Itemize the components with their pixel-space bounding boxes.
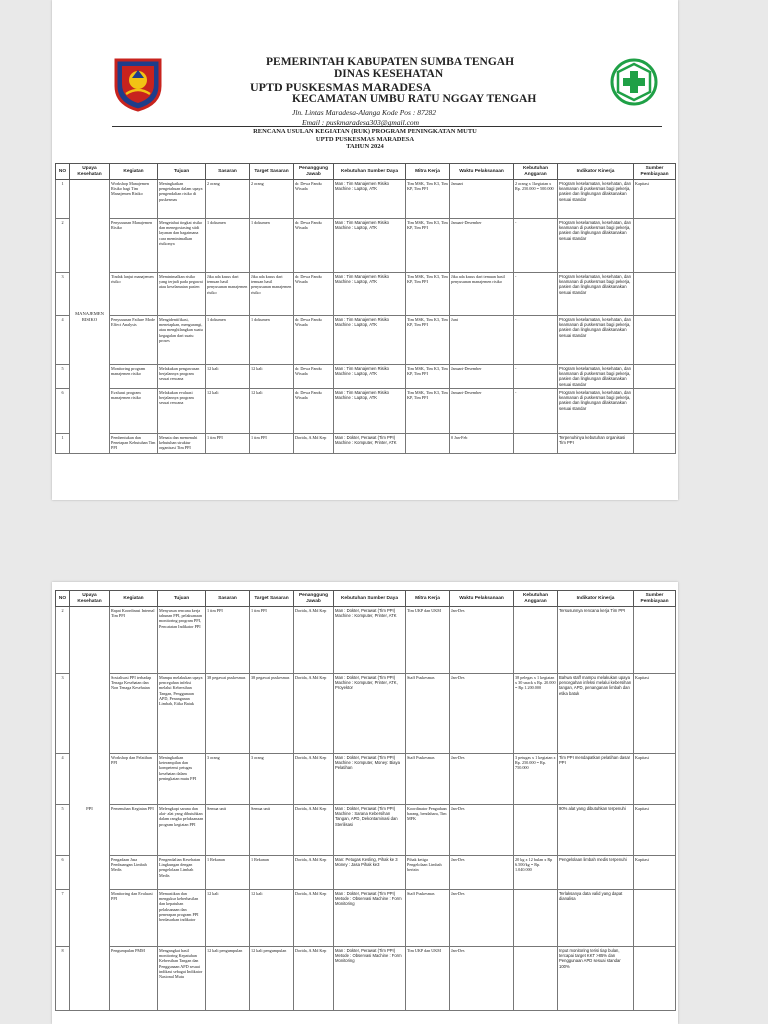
title-line-3: TAHUN 2024 [346,143,384,150]
cell-anggaran: 38 pelegas x 1 kegiatan x 30 snack x Rp. 20.000 = Rp 1.200.000 [514,674,558,754]
cell-sasaran: 12 kali [206,389,250,434]
cell-pj: Dorida, A.Md Kep [294,856,334,890]
cell-target: 1 dokumen [250,316,294,365]
cell-kegiatan: Monitoring dan Evaluasi PPI [110,890,158,947]
cell-anggaran: 20 kg x 12 bulan x Rp 6.500/kg = Rp. 1.040.000 [514,856,558,890]
cell-kegiatan: Pemenuhan Kegiatan PPI [110,805,158,856]
cell-tujuan: Menyusun rencana kerja tahunan PPI, pelaksanaan monitoring program PPI, Pencatatan Indikator PPI [158,607,206,674]
cell-sasaran: 1 dokumen [206,219,250,273]
cell-anggaran [514,890,558,947]
cell-sasaran: Semua unit [206,805,250,856]
cell-no: 4 [56,316,70,365]
cell-anggaran [514,434,558,454]
column-header: Kebutuhan Anggaran [514,164,558,180]
cell-sasaran: 38 pegawai puskesmas [206,674,250,754]
cell-indikator: 90% alat yang dibutuhkan terpenuhi [558,805,634,856]
column-header: Waktu Pelaksanaan [450,164,514,180]
cell-indikator: Input monitoring terisi tiap bulan, tercapai target KKT >85% dan Penggunaan APD sesuai standar 100% [558,947,634,1011]
cell-waktu: Jan-Des [450,947,514,1011]
cell-kegiatan: Pembentukan dan Penetapan Kebutuhan Tim PPI [110,434,158,454]
cell-pj: Dorida, A.Md Kep [294,890,334,947]
cell-target: 12 kali [250,890,294,947]
cell-waktu: Jan-Des [450,674,514,754]
cell-sasaran: 1 dokumen [206,316,250,365]
cell-kegiatan: Pengadaan Jasa Pembuangan Limbah Medis [110,856,158,890]
cell-sasaran: 12 kali pengumpulan [206,947,250,1011]
cell-tujuan: Meningkatkan pengetahuan dalam upaya pengendalian risiko di puskesmas [158,180,206,219]
cell-sumber [634,607,676,674]
cell-kegiatan: Sosialisasi PPI terhadap Tenaga Kesehatan dan Non Tenaga Kesehatan [110,674,158,754]
cell-mitra: Tim MSK, Tim K3, Tim KP, Tim PPI [406,180,450,219]
cell-tujuan: Melengkapi sarana dan alat- alat yang dibutuhkan dalam rangka pelaksanaan program kegiatan PPI [158,805,206,856]
cell-sasaran: 1 tim PPI [206,434,250,454]
cell-pj: dr. Dewa Pandu Wisuda [294,316,334,365]
cell-mitra: Tim MSK, Tim K3, Tim KP, Tim PPI [406,273,450,316]
cell-pj: Dorida, A.Md Kep [294,434,334,454]
table-row [56,316,676,365]
cell-ksd: Man : Dokter, Perawat (Tim PPI) Machine : Komputer, Printer, ATK [334,434,406,454]
cell-indikator: Program keselamatan, kesehatan, dan keamanan di puskesmas bagi pekerja, pasien dan lingkungan dilaksanakan sesuai standar [558,219,634,273]
cell-target: 1 Rekanan [250,856,294,890]
cell-pj: Dorida, A.Md Kep [294,754,334,805]
group-label: MANAJEMEN RISIKO [70,180,110,454]
column-header: Mitra Kerja [406,591,450,607]
cell-waktu: Januari-Desember [450,365,514,389]
cell-pj: dr. Dewa Pandu Wisuda [294,365,334,389]
cell-sumber [634,890,676,947]
table-row [56,180,676,219]
cell-sasaran: 12 kali [206,890,250,947]
cell-anggaran: - [514,316,558,365]
cell-waktu: Jan-Des [450,754,514,805]
cell-no: 2 [56,219,70,273]
cell-indikator: Program keselamatan, kesehatan, dan keamanan di puskesmas bagi pekerja, pasien dan lingkungan dilaksanakan sesuai standar [558,365,634,389]
document-page-1 [52,0,678,500]
column-header: Kegiatan [110,164,158,180]
column-header: Indikator Kinerja [558,591,634,607]
cell-waktu: Januari [450,180,514,219]
column-header: Kebutuhan Sumber Daya [334,164,406,180]
cell-indikator: Bahwa staff mampu melakukan upaya pencegahan infeksi melalui kebersihan tangan, APD, penanganan limbah dan etika batuk [558,674,634,754]
cell-pj: Dorida, A.Md Kep [294,674,334,754]
cell-anggaran [514,947,558,1011]
cell-ksd: Man : Dokter, Perawat (Tim PPI) Machine : Komputer, Money: Biaya Pelatihan [334,754,406,805]
column-header: Sumber Pembiayaan [634,591,676,607]
cell-target: 1 tim PPI [250,434,294,454]
cell-ksd: Man : Dokter, Perawat (Tim PPI) Metode : Observasi Machine : Form Monitoring [334,947,406,1011]
cell-ksd: Man : Tim Manajemen Risiko Machine : Laptop, ATK [334,219,406,273]
cell-kegiatan: Rapat Koordinasi Internal Tim PPI [110,607,158,674]
header-agency: DINAS KESEHATAN [334,68,444,80]
table-row [56,890,676,947]
document-page-2 [52,582,678,1024]
table-row [56,389,676,434]
cell-sumber: Kapitasi [634,805,676,856]
column-header: Waktu Pelaksanaan [450,591,514,607]
cell-indikator: Program keselamatan, kesehatan, dan keamanan di puskesmas bagi pekerja, pasien dan lingkungan dilaksanakan sesuai standar [558,389,634,434]
ruk-table-manajemen-risiko [55,163,676,454]
cell-pj: dr. Dewa Pandu Wisuda [294,389,334,434]
cell-sumber [634,389,676,434]
cell-ksd: Man: Petugas Kesling, Pihak ke 3 Money : Jasa Pihak ke3 [334,856,406,890]
cell-waktu: Januari-Desember [450,219,514,273]
column-header: NO [56,164,70,180]
cell-ksd: Man : Tim Manajemen Risiko Machine : Laptop, ATK [334,389,406,434]
table-row [56,219,676,273]
column-header: Target Sasaran [250,164,294,180]
cell-waktu: Jan-Des [450,607,514,674]
cell-ksd: Man : Tim Manajemen Risiko Machine : Laptop, ATK [334,365,406,389]
cell-pj: dr. Dewa Pandu Wisuda [294,219,334,273]
document-title [52,128,678,151]
cell-waktu: Juni [450,316,514,365]
column-header: Sumber Pembiayaan [634,164,676,180]
column-header: Mitra Kerja [406,164,450,180]
cell-no: 7 [56,890,70,947]
cell-kegiatan: Workshop Manajemen Risiko bagi Tim Manajemen Risiko [110,180,158,219]
table-row [56,754,676,805]
letterhead [52,52,678,132]
cell-no: 3 [56,674,70,754]
cell-anggaran: - [514,219,558,273]
cell-indikator: Program keselamatan, kesehatan, dan keamanan di puskesmas bagi pekerja, pasien dan lingkungan dilaksanakan sesuai standar [558,273,634,316]
table-row [56,273,676,316]
cell-indikator: Pengelolaan limbah medis terpenuhi [558,856,634,890]
cell-no: 5 [56,365,70,389]
cell-tujuan: Memastikan dan mengukur keberhasilan dan kepatuhan pelaksanaan dan penerapan program PPI berdasarkan indikator [158,890,206,947]
cell-ksd: Man : Tim Manajemen Risiko Machine : Laptop, ATK [334,273,406,316]
cell-pj: Dorida, A.Md Kep [294,947,334,1011]
regency-emblem-logo [110,56,166,112]
cell-mitra: Tim UKP dan UKM [406,947,450,1011]
cell-sumber [634,219,676,273]
cell-tujuan: Mengidentifikasi, menetapkan, mengurangi, atau menghilangkan suatu kegagalan dari suatu proses [158,316,206,365]
cell-indikator: Program keselamatan, kesehatan, dan keamanan di puskesmas bagi pekerja, pasien dan lingkungan dilaksanakan sesuai standar [558,180,634,219]
header-government: PEMERINTAH KABUPATEN SUMBA TENGAH [266,56,515,68]
cell-kegiatan: Monitoring program manajemen risiko [110,365,158,389]
group-label: PPI [70,607,110,1011]
cell-no: 1 [56,180,70,219]
cell-target: 1 tim PPI [250,607,294,674]
cell-ksd: Man : Tim Manajemen Risiko Machine : Laptop, ATK [334,316,406,365]
column-header: Sasaran [206,164,250,180]
cell-mitra: Pihak ketiga Pengelolaan Limbah berizin [406,856,450,890]
cell-no: 3 [56,273,70,316]
cell-sumber: Kapitasi [634,180,676,219]
cell-ksd: Man : Dokter, Perawat (Tim PPI) Metode : Observasi Machine : Form Monitoring [334,890,406,947]
cell-pj: dr. Dewa Pandu Wisuda [294,273,334,316]
cell-tujuan: Pengendalian Kesehatan Lingkungan dengan pengelolaan Limbah Medis [158,856,206,890]
cell-sumber: Kapitasi [634,856,676,890]
title-line-2: UPTD PUSKESMAS MARADESA [315,135,415,143]
column-header: Kebutuhan Sumber Daya [334,591,406,607]
cell-pj: Dorida, A.Md Kep [294,805,334,856]
cell-sumber [634,365,676,389]
cell-target: 12 kali pengumpulan [250,947,294,1011]
cell-waktu: Jan-Des [450,805,514,856]
table-row [56,805,676,856]
cell-anggaran [514,805,558,856]
cell-target: 2 orang [250,180,294,219]
cell-indikator: Terpenuhinya kebutuhan organisasi Tim PPI [558,434,634,454]
cell-kegiatan: Workshop dan Pelatihan PPI [110,754,158,805]
header-unit: UPTD PUSKESMAS MARADESA [250,80,432,94]
cell-mitra: Tim UKP dan UKM [406,607,450,674]
cell-target: 3 orang [250,754,294,805]
puskesmas-logo [610,58,658,106]
cell-sasaran: 12 kali [206,365,250,389]
cell-no: 1 [56,434,70,454]
table-row [56,674,676,754]
cell-target: 1 dokumen [250,219,294,273]
cell-waktu: Januari-Desember [450,389,514,434]
table-row [56,947,676,1011]
cell-sasaran: 2 orang [206,180,250,219]
cell-ksd: Man : Dokter, Perawat (Tim PPI) Machine : Sarana Kebersihan Tangan, APD, Dekontaminasi dan Sterilisasi [334,805,406,856]
cell-sasaran: 1 Rekanan [206,856,250,890]
cell-no: 6 [56,389,70,434]
column-header: NO [56,591,70,607]
cell-mitra: Staff Puskesmas [406,890,450,947]
cell-target: Jika ada kasus dari temuan hasil penyusunan manajemen risiko [250,273,294,316]
cell-pj: Dorida, A.Md Kep [294,607,334,674]
cell-pj: dr. Dewa Pandu Wisuda [294,180,334,219]
column-header: Tujuan [158,164,206,180]
cell-target: 38 pegawai puskesmas [250,674,294,754]
column-header: Kegiatan [110,591,158,607]
cell-ksd: Man : Dokter, Perawat (Tim PPI) Machine : Komputer, Printer, ATK [334,607,406,674]
cell-sumber [634,947,676,1011]
cell-no: 5 [56,805,70,856]
ruk-table-ppi [55,590,676,1011]
title-line-1: RENCANA USULAN KEGIATAN (RUK) PROGRAM PENINGKATAN MUTU [253,128,477,135]
cell-anggaran [514,607,558,674]
cell-anggaran: 3 petugas x 1 kegiatan x Rp. 250.000 = Rp. 750.000 [514,754,558,805]
table-row [56,607,676,674]
cell-mitra: Koordinator Pengadaan barang, bendahara, Tim MFK [406,805,450,856]
cell-tujuan: Mampu melakukan upaya pencegahan infeksi melalui Kebersihan Tangan, Penggunaan APD, Penanganan Limbah, Etika Batuk [158,674,206,754]
cell-kegiatan: Penyusunan Failure Mode Effect Analysis [110,316,158,365]
cell-sasaran: Jika ada kasus dari temuan hasil penyusunan manajemen risiko [206,273,250,316]
cell-sasaran: 3 orang [206,754,250,805]
cell-waktu: 0 Jan-Feb [450,434,514,454]
cell-mitra: Staff Puskesmas [406,674,450,754]
cell-kegiatan: Penyusunan Manajemen Risiko [110,219,158,273]
cell-sasaran: 1 tim PPI [206,607,250,674]
cell-mitra: Tim MSK, Tim K3, Tim KP, Tim PPI [406,389,450,434]
cell-mitra [406,434,450,454]
column-header: Upaya Kesehatan [70,591,110,607]
cell-mitra: Tim MSK, Tim K3, Tim KP, Tim PPI [406,316,450,365]
table-row [56,856,676,890]
cell-kegiatan: Tindak lanjut manajemen risiko [110,273,158,316]
cell-waktu: Jan-Des [450,856,514,890]
cell-anggaran: - [514,273,558,316]
cell-anggaran: - [514,389,558,434]
cell-anggaran: 2 orang x 1kegiatan x Rp. 250.000 = 500.000 [514,180,558,219]
column-header: Tujuan [158,591,206,607]
cell-sumber [634,273,676,316]
cell-indikator: Tersusunnya rencana kerja Tim PPI [558,607,634,674]
column-header: Target Sasaran [250,591,294,607]
cell-mitra: Tim MSK, Tim K3, Tim KP, Tim PPI [406,219,450,273]
header-address: Jln. Lintas Maradesa-Alanga Kode Pos : 87282 [292,108,436,117]
cell-tujuan: Mengetahui tingkat risiko dan menegosiasing stidi layanan dan bagaimana cara meminimalkan risikonya [158,219,206,273]
column-header: Sasaran [206,591,250,607]
cell-indikator: Tim PPI mendapatkan pelatihan dasar PPI [558,754,634,805]
cell-waktu: Jika ada kasus dari temuan hasil penyusunan manajemen risiko [450,273,514,316]
table-row [56,434,676,454]
cell-tujuan: Mengangkat hasil monitoring Kepatuhan Kebersihan Tangan dan Penggunaan APD sesuai indikasi sebagai Indikator Nasional Mutu [158,947,206,1011]
cell-waktu: Jan-Des [450,890,514,947]
cell-target: 12 kali [250,365,294,389]
cell-indikator: Program keselamatan, kesehatan, dan keamanan di puskesmas bagi pekerja, pasien dan lingkungan dilaksanakan sesuai standar [558,316,634,365]
cell-indikator: Terlaksanya data valid yang dapat dianalisa [558,890,634,947]
column-header: Upaya Kesehatan [70,164,110,180]
cell-sumber: Kapitasi [634,754,676,805]
column-header: Penanggung Jawab [294,164,334,180]
cell-no: 2 [56,607,70,674]
cell-target: 12 kali [250,389,294,434]
header-email: Email : puskmaradesa303@gmail.com [302,118,420,127]
column-header: Kebutuhan Anggaran [514,591,558,607]
cell-mitra: Staff Puskesmas [406,754,450,805]
cell-ksd: Man : Dokter, Perawat (Tim PPI) Machine : Komputer, Printer, ATK, Proyektor [334,674,406,754]
header-district: KECAMATAN UMBU RATU NGGAY TENGAH [292,93,537,105]
cell-sumber: Kapitasi [634,674,676,754]
cell-kegiatan: Pengumpulan PMM [110,947,158,1011]
cell-mitra: Tim MSK, Tim K3, Tim KP, Tim PPI [406,365,450,389]
cell-sumber [634,316,676,365]
column-header: Penanggung Jawab [294,591,334,607]
cell-tujuan: Melakukan evaluasi berjalannya program sesuai rencana [158,389,206,434]
column-header: Indikator Kinerja [558,164,634,180]
cell-kegiatan: Evaluasi program manajemen risiko [110,389,158,434]
cell-tujuan: Menata dan memenuhi kebutuhan struktur organisasi Tim PPI [158,434,206,454]
cell-no: 4 [56,754,70,805]
cell-tujuan: Meningkatkan keterampilan dan kompetensi petugas kesehatan dalam peningkatan mutu PPI [158,754,206,805]
cell-tujuan: Melakukan pengawasan berjalannya program sesuai rencana [158,365,206,389]
cell-ksd: Man : Tim Manajemen Risiko Machine : Laptop, ATK [334,180,406,219]
cell-anggaran: - [514,365,558,389]
table-row [56,365,676,389]
cell-tujuan: Meminimalkan risiko yang terjadi pada pegawai atau keselamatan pasien [158,273,206,316]
cell-no: 6 [56,856,70,890]
cell-sumber [634,434,676,454]
header-divider [112,126,662,127]
cell-target: Semua unit [250,805,294,856]
cell-no: 8 [56,947,70,1011]
